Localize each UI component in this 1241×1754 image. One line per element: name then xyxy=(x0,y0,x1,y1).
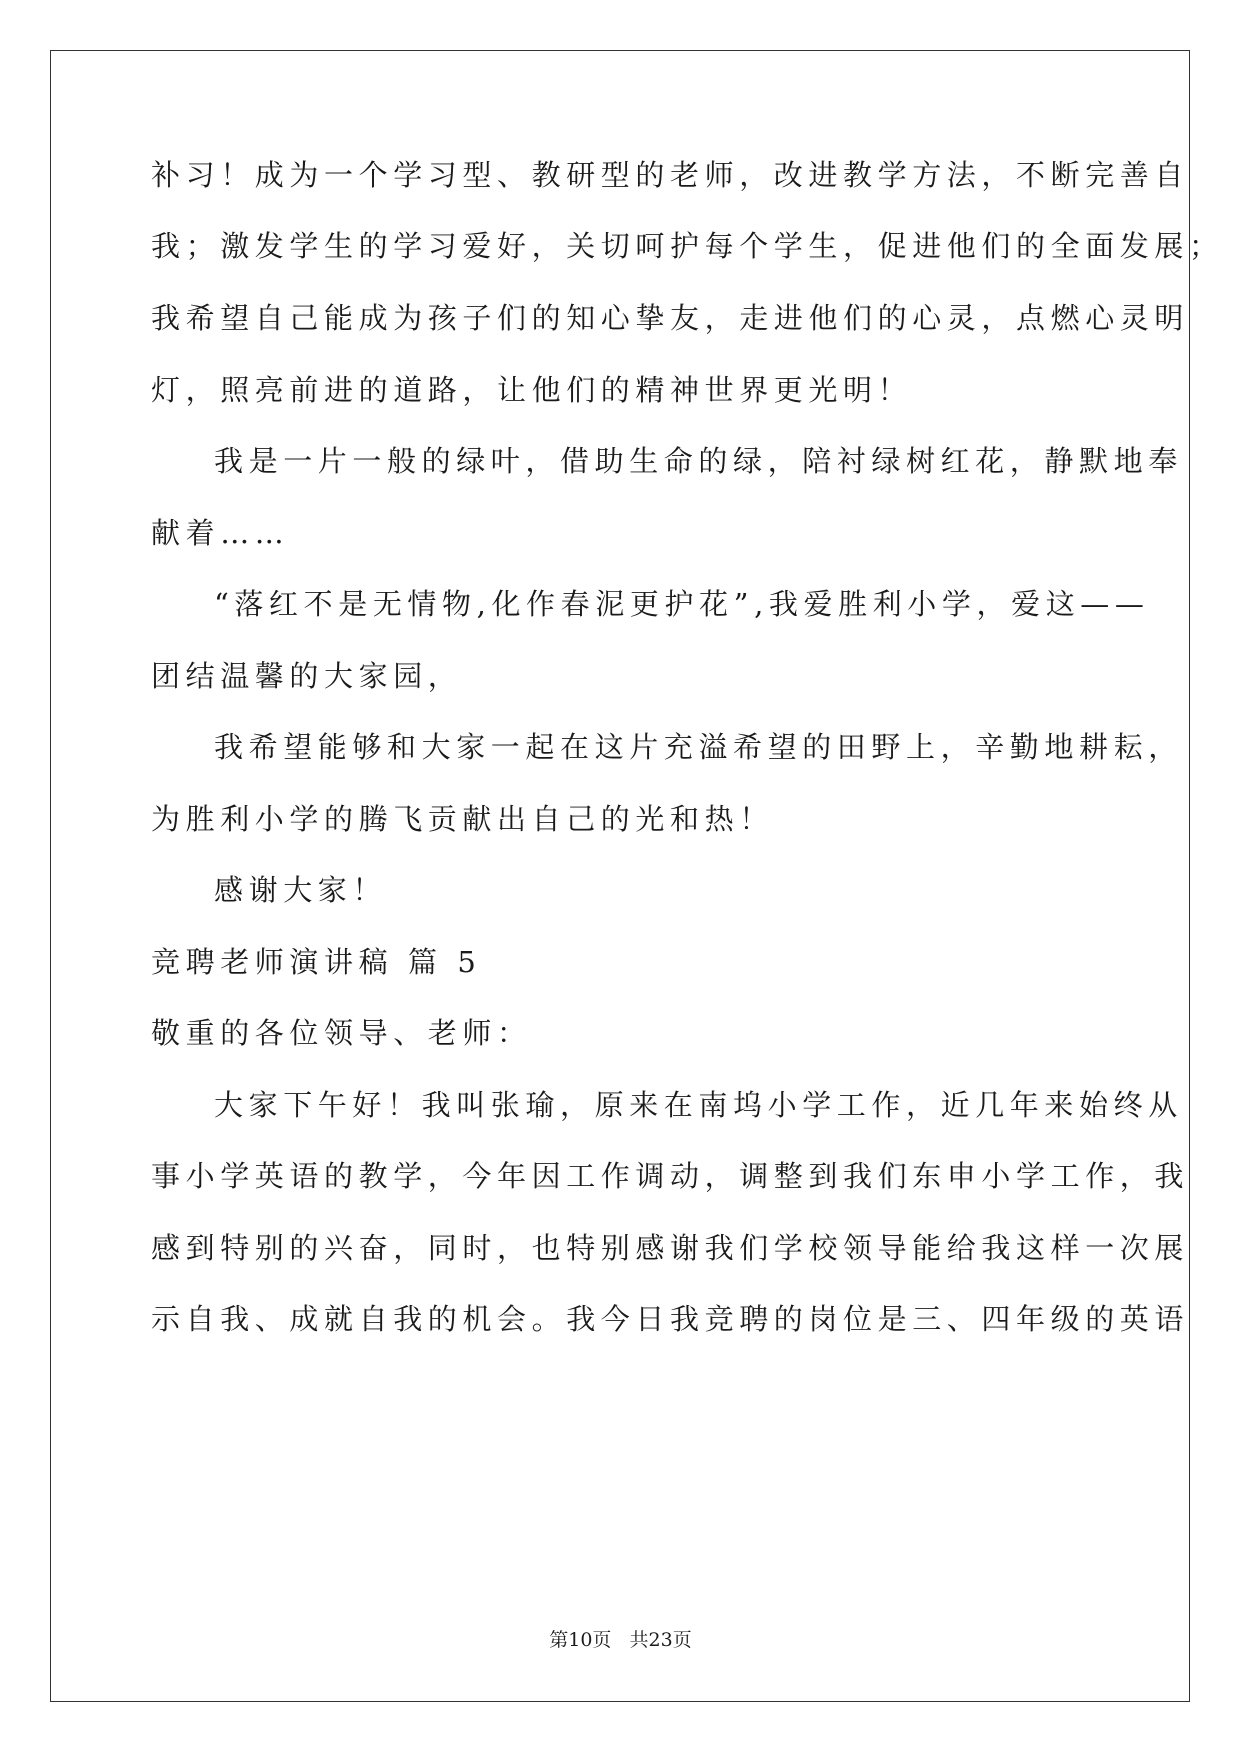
section-heading: 竞聘老师演讲稿 篇 5 xyxy=(151,945,482,979)
body-line-5: 我是一片一般的绿叶，借助生命的绿，陪衬绿树红花，静默地奉 xyxy=(214,444,1183,478)
body-line-16: 感到特别的兴奋，同时，也特别感谢我们学校领导能给我这样一次展 xyxy=(151,1231,1190,1265)
body-line-9: 我希望能够和大家一起在这片充溢希望的田野上，辛勤地耕耘， xyxy=(214,730,1183,764)
body-line-14: 大家下午好！我叫张瑜，原来在南坞小学工作，近几年来始终从 xyxy=(214,1088,1183,1122)
body-line-8: 团结温馨的大家园， xyxy=(151,659,463,693)
body-line-6: 献着…… xyxy=(151,516,290,550)
body-line-17: 示自我、成就自我的机会。我今日我竞聘的岗位是三、四年级的英语 xyxy=(151,1302,1190,1336)
body-line-10: 为胜利小学的腾飞贡献出自己的光和热！ xyxy=(151,802,774,836)
body-line-15: 事小学英语的教学，今年因工作调动，调整到我们东申小学工作，我 xyxy=(151,1159,1190,1193)
body-line-4: 灯，照亮前进的道路，让他们的精神世界更光明！ xyxy=(151,373,913,407)
salutation: 敬重的各位领导、老师： xyxy=(151,1016,532,1050)
body-line-11: 感谢大家！ xyxy=(214,873,388,907)
body-line-7: “落红不是无情物,化作春泥更护花”,我爱胜利小学，爱这—— xyxy=(214,587,1150,621)
body-line-1: 补习！成为一个学习型、教研型的老师，改进教学方法，不断完善自 xyxy=(151,158,1190,192)
body-line-3: 我希望自己能成为孩子们的知心挚友，走进他们的心灵，点燃心灵明 xyxy=(151,301,1190,335)
page-number-footer: 第10页 共23页 xyxy=(549,1629,692,1651)
body-line-2: 我；激发学生的学习爱好，关切呵护每个学生，促进他们的全面发展； xyxy=(151,229,1224,263)
